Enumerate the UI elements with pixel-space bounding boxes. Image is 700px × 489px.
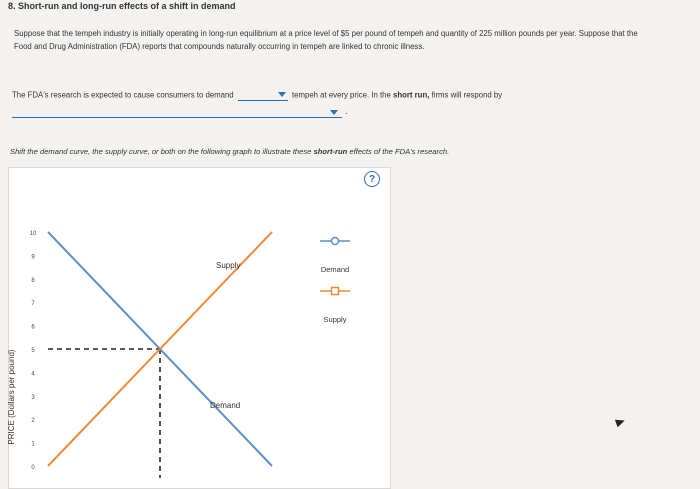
y-axis <box>30 231 37 471</box>
instruction-suffix: effects of the FDA's research. <box>349 147 450 156</box>
y-tick-label: 1 <box>31 441 35 448</box>
y-tick-label: 0 <box>31 465 35 471</box>
y-tick-label: 5 <box>31 348 35 354</box>
y-tick-label: 3 <box>31 394 35 401</box>
question-prefix: The FDA's research is expected to cause consumers to demand <box>12 90 234 100</box>
y-tick-label: 7 <box>31 301 35 308</box>
y-tick-label: 10 <box>29 231 37 237</box>
circle-marker-icon[interactable] <box>332 238 339 245</box>
square-marker-icon[interactable] <box>332 288 339 295</box>
help-icon[interactable]: ? <box>364 171 380 187</box>
y-tick-label: 8 <box>31 277 35 284</box>
y-tick-label: 9 <box>31 254 35 261</box>
question-bold: short run, <box>392 90 430 100</box>
legend-label: Supply <box>323 315 347 324</box>
equilibrium-guides <box>48 349 160 478</box>
instruction-text: Shift the demand curve, the supply curve, or both on the following graph to illustrate these <box>10 147 312 156</box>
supply-curve-label: Supply <box>216 261 241 270</box>
legend-item-supply[interactable] <box>320 288 350 325</box>
section-heading: 8. Short-run and long-run effects of a shift in demand <box>8 1 236 11</box>
legend-item-demand[interactable] <box>320 238 350 275</box>
legend-label: Demand <box>320 265 350 274</box>
question-suffix: firms will respond by <box>431 90 503 100</box>
y-tick-label: 4 <box>31 371 35 378</box>
y-axis-label: PRICE (Dollars per pound) <box>7 349 16 445</box>
question-middle: tempeh at every price. In the <box>291 90 391 100</box>
y-tick-label: 6 <box>31 324 35 331</box>
instruction-bold: short-run <box>313 147 348 156</box>
period-text: . <box>345 106 348 116</box>
demand-curve-label: Demand <box>210 401 241 410</box>
problem-paragraph: Suppose that the tempeh industry is initially operating in long-run equilibrium at a price level of $5 per pound of tempeh and quantity of 225 million pounds per year. Suppose that the Food and Drug Administration (FDA) reports that compounds naturally occurring in tempeh are linked to chronic illness. <box>14 29 638 51</box>
y-tick-label: 2 <box>31 418 35 425</box>
legend[interactable] <box>320 238 350 325</box>
